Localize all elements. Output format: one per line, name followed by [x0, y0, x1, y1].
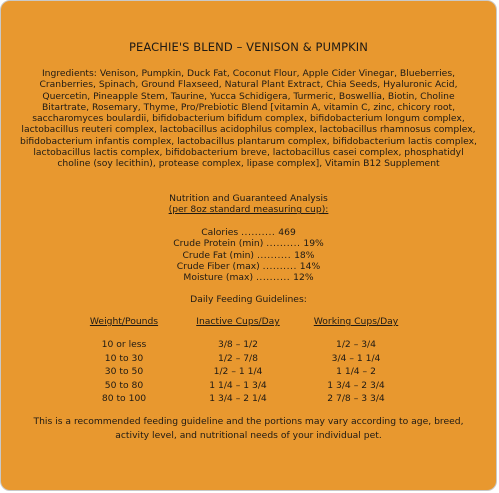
- table-cell: 1/2 – 3/4: [335, 339, 376, 350]
- table-cell: 1 3/4 – 2 1/4: [209, 393, 267, 404]
- nutrition-heading-block: [1, 193, 496, 216]
- column-header-weight: Weight/Pounds: [89, 316, 159, 327]
- analysis-dots: ..........: [241, 227, 276, 238]
- table-cell: 1 3/4 – 2 3/4: [327, 379, 385, 391]
- table-cell: 1/2 – 7/8: [217, 352, 258, 364]
- analysis-dots: ..........: [256, 249, 292, 261]
- nutrition-subheading: (per 8oz standard measuring cup):: [168, 204, 329, 216]
- analysis-name: Moisture (max): [183, 272, 254, 284]
- table-cell: 80 to 100: [101, 393, 147, 404]
- table-cell: 2 7/8 – 3 3/4: [327, 393, 385, 404]
- table-cell: 1 1/4 – 1 3/4: [209, 379, 267, 391]
- analysis-dots: ..........: [262, 260, 297, 272]
- analysis-name: Crude Protein (min): [173, 238, 264, 250]
- product-title: PEACHIE'S BLEND – VENISON & PUMPKIN: [128, 40, 368, 54]
- analysis-row-protein: [1, 238, 496, 249]
- analysis-row-fiber: [1, 261, 496, 272]
- analysis-dots: ..........: [266, 238, 301, 250]
- analysis-name: Crude Fat (min): [182, 249, 255, 261]
- analysis-value: 469: [278, 227, 296, 238]
- ingredients-text: Ingredients: Venison, Pumpkin, Duck Fat, Coconut Flour, Apple Cider Vinegar, Blueberries, Cranberries, Spinach, Ground Flaxseed, Natural Plant Extract, Chia Seeds, Hyaluronic Acid, Quercetin, Pineapple Stem, Taurine, Yucca Schidigera, Turmeric, Boswellia, Biotin, Choline Bitartrate, Rosemary, Thyme, Pro/Prebiotic Blend [vitamin A, vitamin C, zinc, chicory root, saccharomyces boulardii, bifidobacterium bifidum complex, bifidobacterium longum complex, lactobacillus reuteri complex, lactobacillus acidophilus complex, lactobacillus rhamnosus complex, bifidobacterium infantis complex, lactobacillus plantarum complex, bifidobacterium lactis complex, lactobacillus lactis complex, bifidobacterium breve, lactobacillus casei complex, phosphatidyl choline (soy lecithin), protease complex, lipase complex], Vitamin B12 Supplement: [20, 68, 477, 170]
- analysis-row-moisture: [1, 272, 496, 283]
- table-cell: 50 to 80: [104, 379, 144, 391]
- nutrition-heading: Nutrition and Guaranteed Analysis: [169, 193, 328, 204]
- analysis-row-calories: [1, 227, 496, 238]
- analysis-name: Calories: [201, 227, 239, 238]
- analysis-value: 12%: [293, 272, 314, 284]
- guaranteed-analysis: [1, 227, 496, 283]
- analysis-name: Crude Fiber (max): [176, 260, 260, 272]
- analysis-dots: ..........: [256, 272, 291, 284]
- analysis-value: 19%: [303, 238, 324, 250]
- feeding-column-working: [301, 316, 411, 406]
- analysis-row-fat: [1, 250, 496, 261]
- feeding-guidelines-title: Daily Feeding Guidelines:: [190, 294, 307, 305]
- table-cell: 30 to 50: [104, 366, 144, 377]
- analysis-value: 14%: [299, 260, 321, 272]
- feeding-column-weight: [73, 316, 175, 406]
- table-cell: 3/4 – 1 1/4: [331, 352, 381, 364]
- column-header-inactive: Inactive Cups/Day: [196, 316, 280, 327]
- column-header-working: Working Cups/Day: [313, 316, 399, 327]
- feeding-disclaimer: This is a recommended feeding guideline and the portions may vary according to age, breed, activity level, and nutritional needs of your individual pet.: [33, 416, 464, 441]
- table-cell: 10 to 30: [104, 352, 144, 364]
- table-cell: 3/8 – 1/2: [217, 339, 258, 350]
- analysis-value: 18%: [294, 249, 315, 261]
- table-cell: 10 or less: [101, 339, 147, 350]
- feeding-column-inactive: [183, 316, 293, 406]
- table-cell: 1 1/4 – 2: [336, 366, 376, 377]
- table-cell: 1/2 – 1 1/4: [213, 366, 263, 377]
